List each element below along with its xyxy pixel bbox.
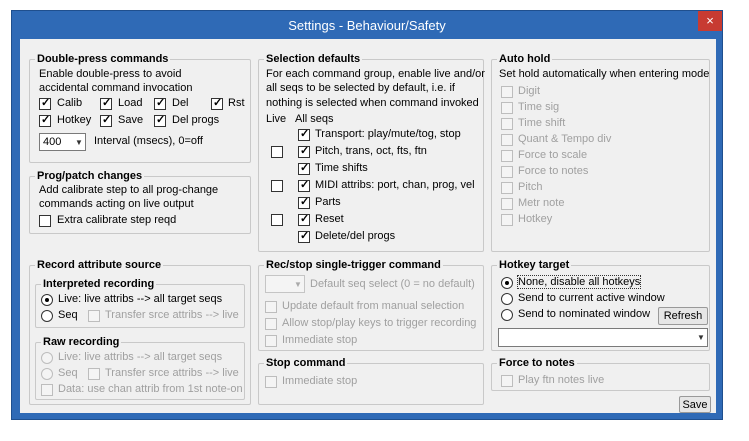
hotkey-target-title: Hotkey target — [499, 259, 570, 271]
settings-window — [11, 10, 723, 420]
rst-checkbox[interactable] — [211, 98, 223, 110]
stop-immediate-label: Immediate stop — [282, 375, 358, 387]
hotkey-label: Hotkey — [57, 114, 92, 126]
parts-all-checkbox[interactable] — [298, 197, 310, 209]
timeshift-label: Time shifts — [315, 162, 368, 174]
hold-force-notes-checkbox[interactable] — [501, 166, 513, 178]
prog-patch-title: Prog/patch changes — [37, 170, 143, 182]
stop-command-group — [258, 357, 484, 405]
delete-all-checkbox[interactable] — [298, 231, 310, 243]
raw-seq-radio[interactable] — [41, 368, 53, 380]
double-press-group — [29, 53, 251, 163]
record-attr-title: Record attribute source — [37, 259, 162, 271]
pitch-all-checkbox[interactable] — [298, 146, 310, 158]
interpreted-group — [35, 278, 245, 328]
refresh-button[interactable]: Refresh — [658, 307, 708, 325]
raw-seq-label: Seq — [58, 367, 78, 379]
hold-timesig-label: Time sig — [518, 101, 560, 113]
interval-value: 400 — [43, 136, 62, 148]
load-checkbox[interactable] — [100, 98, 112, 110]
hold-timeshift-label: Time shift — [518, 117, 566, 129]
hold-metr-checkbox[interactable] — [501, 198, 513, 210]
reset-live-checkbox[interactable] — [271, 214, 283, 226]
hold-pitch-checkbox[interactable] — [501, 182, 513, 194]
interpreted-seq-radio[interactable] — [41, 310, 53, 322]
col-all-header: All seqs — [295, 113, 334, 125]
selection-desc-3: nothing is selected when command invoked — [266, 97, 479, 109]
nominated-window-combo[interactable] — [498, 328, 708, 347]
prog-patch-desc-2: commands acting on live output — [39, 198, 194, 210]
selection-title: Selection defaults — [266, 53, 361, 65]
update-default-checkbox[interactable] — [265, 301, 277, 313]
force-notes-group — [491, 357, 710, 391]
pitch-label: Pitch, trans, oct, fts, ftn — [315, 145, 427, 157]
midi-label: MIDI attribs: port, chan, prog, vel — [315, 179, 475, 191]
default-seq-label: Default seq select (0 = no default) — [310, 278, 475, 290]
stop-immediate-checkbox[interactable] — [265, 376, 277, 388]
prog-patch-desc-1: Add calibrate step to all prog-change — [39, 184, 219, 196]
raw-live-label: Live: live attribs --> all target seqs — [58, 351, 223, 363]
title-bar[interactable] — [12, 11, 722, 39]
recstop-immediate-checkbox[interactable] — [265, 335, 277, 347]
raw-transfer-label: Transfer srce attribs --> live — [105, 367, 239, 379]
hold-force-notes-label: Force to notes — [518, 165, 589, 177]
hold-digit-label: Digit — [518, 85, 541, 97]
selection-defaults-group — [258, 53, 485, 252]
midi-all-checkbox[interactable] — [298, 180, 310, 192]
del-progs-checkbox[interactable] — [154, 115, 166, 127]
reset-all-checkbox[interactable] — [298, 214, 310, 226]
hold-force-scale-checkbox[interactable] — [501, 150, 513, 162]
hotkey-none-label: None, disable all hotkeys — [518, 276, 641, 288]
raw-group — [35, 336, 245, 400]
force-notes-title: Force to notes — [499, 357, 575, 369]
rst-label: Rst — [228, 97, 245, 109]
col-live-header: Live — [266, 113, 287, 125]
del-label: Del — [172, 97, 189, 109]
interpreted-live-radio[interactable] — [41, 294, 53, 306]
delete-label: Delete/del progs — [315, 230, 396, 242]
timeshift-all-checkbox[interactable] — [298, 163, 310, 175]
double-press-title: Double-press commands — [37, 53, 169, 65]
hold-hotkey-label: Hotkey — [518, 213, 553, 225]
update-default-label: Update default from manual selection — [282, 300, 465, 312]
raw-data-label: Data: use chan attrib from 1st note-on — [58, 383, 243, 395]
close-icon[interactable]: × — [698, 11, 722, 31]
settings-client-area — [20, 39, 716, 413]
window-title: Settings - Behaviour/Safety — [288, 18, 446, 33]
recstop-group — [258, 259, 484, 351]
play-ftn-checkbox[interactable] — [501, 375, 513, 387]
del-checkbox[interactable] — [154, 98, 166, 110]
interpreted-title: Interpreted recording — [43, 278, 155, 290]
prog-patch-group — [29, 170, 251, 234]
raw-title: Raw recording — [43, 336, 120, 348]
record-attr-group — [29, 259, 251, 405]
hold-quant-checkbox[interactable] — [501, 134, 513, 146]
interpreted-live-label: Live: live attribs --> all target seqs — [58, 293, 223, 305]
auto-hold-group — [491, 53, 710, 252]
interpreted-transfer-label: Transfer srce attribs --> live — [105, 309, 239, 321]
raw-data-checkbox[interactable] — [41, 384, 53, 396]
hold-timeshift-checkbox[interactable] — [501, 118, 513, 130]
hotkey-target-group — [491, 259, 710, 351]
hold-pitch-label: Pitch — [518, 181, 543, 193]
raw-live-radio[interactable] — [41, 352, 53, 364]
extra-calibrate-label: Extra calibrate step reqd — [57, 214, 177, 226]
interpreted-seq-label: Seq — [58, 309, 78, 321]
selection-desc-1: For each command group, enable live and/or — [266, 68, 485, 80]
stop-command-title: Stop command — [266, 357, 346, 369]
transport-all-checkbox[interactable] — [298, 129, 310, 141]
reset-label: Reset — [315, 213, 344, 225]
chevron-down-icon[interactable]: ▼ — [294, 280, 302, 289]
hotkey-current-radio[interactable] — [501, 293, 513, 305]
hold-metr-label: Metr note — [518, 197, 565, 209]
allow-stop-play-checkbox[interactable] — [265, 318, 277, 330]
chevron-down-icon[interactable]: ▼ — [697, 333, 705, 342]
transport-label: Transport: play/mute/tog, stop — [315, 128, 461, 140]
save-button[interactable]: Save — [679, 396, 711, 413]
allow-stop-play-label: Allow stop/play keys to trigger recording — [282, 317, 477, 329]
pitch-live-checkbox[interactable] — [271, 146, 283, 158]
hold-digit-checkbox[interactable] — [501, 86, 513, 98]
hotkey-nominated-label: Send to nominated window — [518, 308, 651, 320]
hold-force-scale-label: Force to scale — [518, 149, 588, 161]
play-ftn-label: Play ftn notes live — [518, 374, 605, 386]
load-label: Load — [118, 97, 143, 109]
parts-label: Parts — [315, 196, 341, 208]
save-checkbox[interactable] — [100, 115, 112, 127]
midi-live-checkbox[interactable] — [271, 180, 283, 192]
del-progs-label: Del progs — [172, 114, 220, 126]
auto-hold-title: Auto hold — [499, 53, 551, 65]
hold-quant-label: Quant & Tempo div — [518, 133, 612, 145]
hotkey-nominated-radio[interactable] — [501, 309, 513, 321]
hotkey-current-label: Send to current active window — [518, 292, 665, 304]
selection-desc-2: all seqs to be selected by default, i.e. if — [266, 82, 455, 94]
extra-calibrate-checkbox[interactable] — [39, 215, 51, 227]
save-label: Save — [118, 114, 144, 126]
interpreted-transfer-checkbox[interactable] — [88, 310, 100, 322]
interval-combo[interactable] — [39, 133, 86, 151]
recstop-immediate-label: Immediate stop — [282, 334, 358, 346]
hold-hotkey-checkbox[interactable] — [501, 214, 513, 226]
recstop-title: Rec/stop single-trigger command — [266, 259, 441, 271]
hotkey-checkbox[interactable] — [39, 115, 51, 127]
double-press-desc-1: Enable double-press to avoid — [39, 68, 182, 80]
auto-hold-desc: Set hold automatically when entering mode — [499, 68, 710, 80]
hold-timesig-checkbox[interactable] — [501, 102, 513, 114]
chevron-down-icon[interactable]: ▼ — [75, 138, 83, 147]
hotkey-none-radio[interactable] — [501, 277, 513, 289]
calib-label: Calib — [57, 97, 83, 109]
raw-transfer-checkbox[interactable] — [88, 368, 100, 380]
default-seq-combo[interactable] — [265, 275, 305, 293]
calib-checkbox[interactable] — [39, 98, 51, 110]
interval-label: Interval (msecs), 0=off — [94, 135, 203, 147]
double-press-desc-2: accidental command invocation — [39, 82, 193, 94]
